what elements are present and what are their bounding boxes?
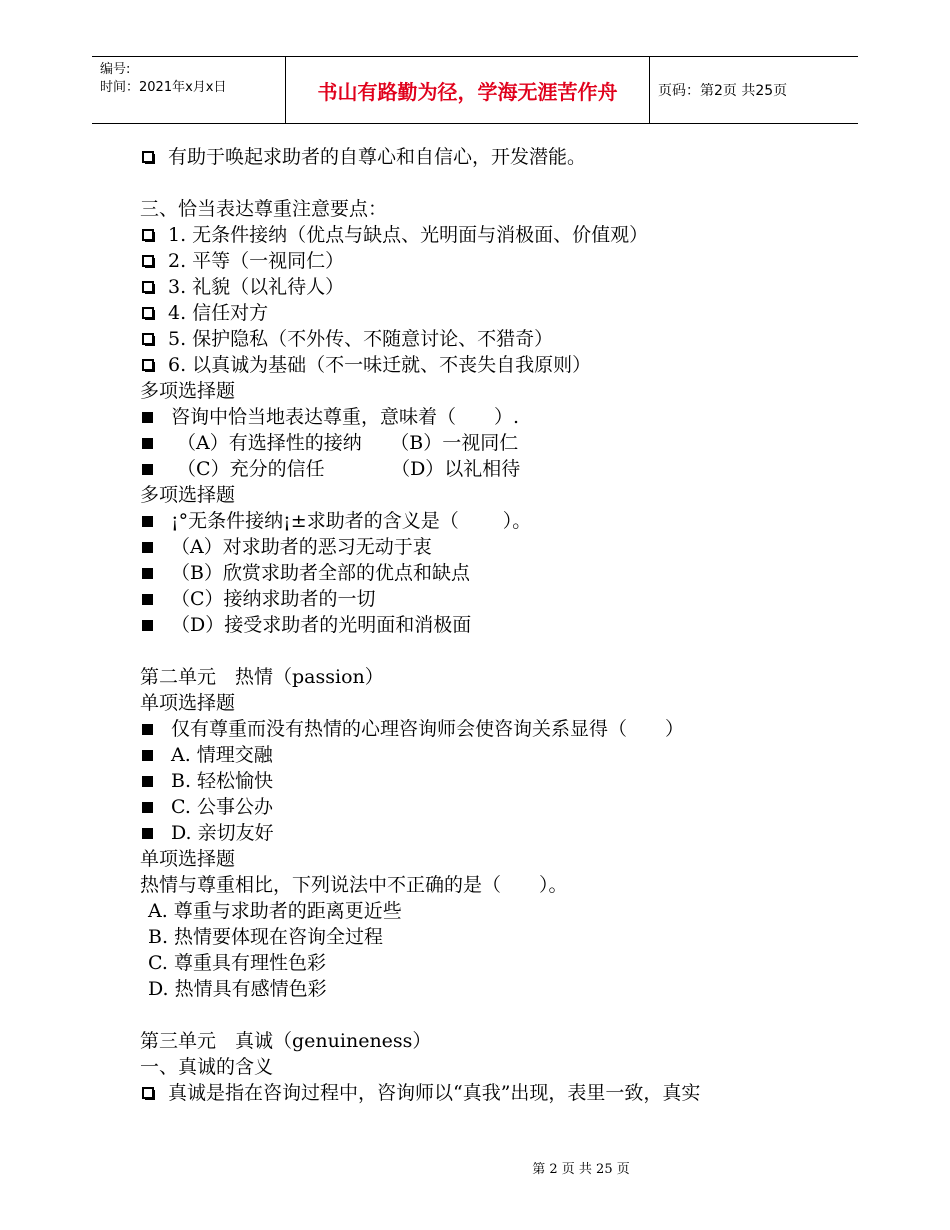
- line-text: D. 亲切友好: [171, 822, 274, 844]
- text-line: [140, 976, 840, 1002]
- list-item: [140, 768, 840, 794]
- line-text: 多项选择题: [140, 484, 236, 506]
- square-bullet-icon: [142, 828, 153, 839]
- line-text: 单项选择题: [140, 848, 236, 870]
- square-bullet-icon: [142, 724, 153, 735]
- line-text: 真诚是指在咨询过程中，咨询师以“真我”出现，表里一致，真实: [168, 1082, 701, 1104]
- text-line: [140, 378, 840, 404]
- list-item: [140, 274, 840, 300]
- line-text: 单项选择题: [140, 692, 236, 714]
- line-text: 仅有尊重而没有热情的心理咨询师会使咨询关系显得（ ）: [171, 718, 685, 740]
- line-text: 有助于唤起求助者的自尊心和自信心，开发潜能。: [168, 146, 587, 168]
- list-item: [140, 820, 840, 846]
- line-text: 咨询中恰当地表达尊重，意味着（ ）.: [171, 406, 520, 428]
- square-bullet-icon: [142, 750, 153, 761]
- list-item: [140, 1080, 840, 1106]
- line-text: 4. 信任对方: [168, 302, 269, 324]
- square-bullet-icon: [142, 516, 153, 527]
- blank-line: [140, 638, 840, 664]
- text-line: [140, 1028, 840, 1054]
- line-text: （C）接纳求助者的一切: [171, 588, 376, 610]
- line-text: D. 热情具有感情色彩: [148, 978, 327, 1000]
- line-text: 一、真诚的含义: [140, 1056, 274, 1078]
- line-text: 1. 无条件接纳（优点与缺点、光明面与消极面、价值观）: [168, 224, 649, 246]
- list-item: [140, 404, 840, 430]
- blank-line: [140, 1002, 840, 1028]
- line-text: 第二单元 热情（passion）: [140, 666, 384, 688]
- square-bullet-icon: [142, 438, 153, 449]
- square-bullet-icon: [142, 802, 153, 813]
- square-bullet-icon: [142, 412, 153, 423]
- line-text: C. 公事公办: [171, 796, 273, 818]
- list-item: [140, 222, 840, 248]
- checkbox-bullet-icon: [142, 359, 154, 371]
- line-text: A. 尊重与求助者的距离更近些: [148, 900, 402, 922]
- list-item: [140, 300, 840, 326]
- text-line: [140, 924, 840, 950]
- text-line: [140, 690, 840, 716]
- checkbox-bullet-icon: [142, 255, 154, 267]
- checkbox-bullet-icon: [142, 151, 154, 163]
- line-text: 热情与尊重相比，下列说法中不正确的是（ ）。: [140, 874, 568, 896]
- header-page-info: 页码：第2页 共25页: [658, 83, 788, 99]
- text-line: [140, 1054, 840, 1080]
- blank-line: [140, 170, 840, 196]
- line-text: A. 情理交融: [171, 744, 273, 766]
- text-line: [140, 846, 840, 872]
- list-item: [140, 430, 840, 456]
- line-text: 2. 平等（一视同仁）: [168, 250, 345, 272]
- line-text: 三、恰当表达尊重注意要点：: [140, 198, 388, 220]
- list-item: [140, 742, 840, 768]
- header-motto: 书山有路勤为径，学海无涯苦作舟: [286, 57, 650, 123]
- line-text: 5. 保护隐私（不外传、不随意讨论、不猎奇）: [168, 328, 554, 350]
- line-text: 6. 以真诚为基础（不一味迁就、不丧失自我原则）: [168, 354, 592, 376]
- list-item: [140, 456, 840, 482]
- line-text: 多项选择题: [140, 380, 236, 402]
- text-line: [140, 196, 840, 222]
- page-header: [92, 56, 858, 124]
- square-bullet-icon: [142, 620, 153, 631]
- list-item: [140, 560, 840, 586]
- checkbox-bullet-icon: [142, 229, 154, 241]
- list-item: [140, 612, 840, 638]
- page-footer: [0, 1158, 950, 1177]
- text-line: [140, 664, 840, 690]
- list-item: [140, 248, 840, 274]
- header-time-label: 时间：2021年x月x日: [100, 80, 227, 95]
- checkbox-bullet-icon: [142, 333, 154, 345]
- checkbox-bullet-icon: [142, 307, 154, 319]
- square-bullet-icon: [142, 776, 153, 787]
- document-body: [140, 144, 840, 1106]
- list-item: [140, 716, 840, 742]
- square-bullet-icon: [142, 464, 153, 475]
- text-line: [140, 898, 840, 924]
- square-bullet-icon: [142, 568, 153, 579]
- line-text: （D）接受求助者的光明面和消极面: [171, 614, 472, 636]
- checkbox-bullet-icon: [142, 1087, 154, 1099]
- list-item: [140, 586, 840, 612]
- header-meta: [92, 57, 286, 123]
- text-line: [140, 950, 840, 976]
- line-text: （C）充分的信任 （D）以礼相待: [171, 458, 521, 480]
- line-text: （B）欣赏求助者全部的优点和缺点: [171, 562, 470, 584]
- text-line: [140, 872, 840, 898]
- line-text: B. 轻松愉快: [171, 770, 274, 792]
- line-text: B. 热情要体现在咨询全过程: [148, 926, 384, 948]
- line-text: 第三单元 真诚（genuineness）: [140, 1030, 432, 1052]
- line-text: C. 尊重具有理性色彩: [148, 952, 326, 974]
- line-text: （A）对求助者的恶习无动于衷: [171, 536, 432, 558]
- list-item: [140, 144, 840, 170]
- line-text: 3. 礼貌（以礼待人）: [168, 276, 345, 298]
- list-item: [140, 352, 840, 378]
- line-text: ¡°无条件接纳¡±求助者的含义是（ ）。: [171, 510, 532, 532]
- list-item: [140, 508, 840, 534]
- list-item: [140, 794, 840, 820]
- square-bullet-icon: [142, 542, 153, 553]
- checkbox-bullet-icon: [142, 281, 154, 293]
- footer-page-number: 第 2 页 共 25 页: [532, 1162, 630, 1177]
- list-item: [140, 534, 840, 560]
- text-line: [140, 482, 840, 508]
- line-text: （A）有选择性的接纳 （B）一视同仁: [171, 432, 519, 454]
- list-item: [140, 326, 840, 352]
- square-bullet-icon: [142, 594, 153, 605]
- header-number-label: 编号:: [100, 62, 131, 77]
